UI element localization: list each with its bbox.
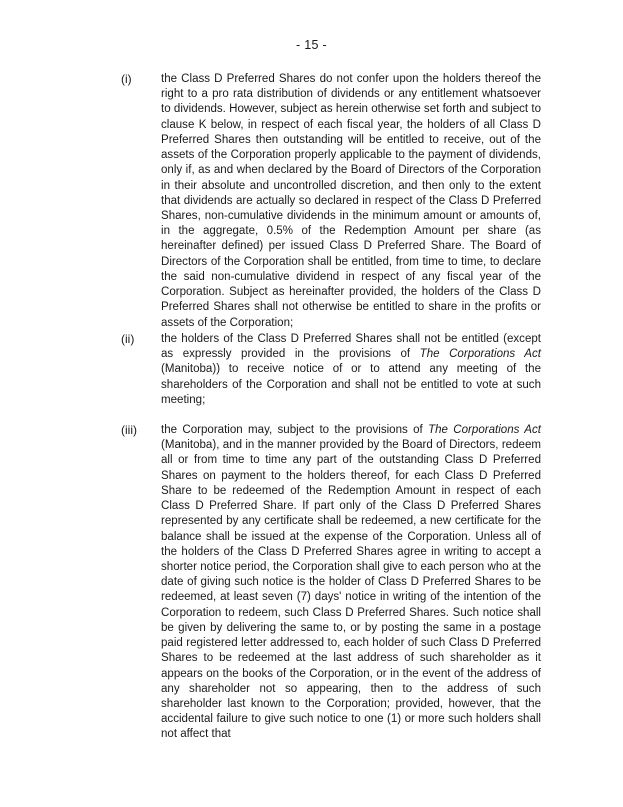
clause-text (161, 332, 541, 408)
clause-marker: (iii) (121, 423, 137, 437)
clause-marker: (ii) (121, 332, 135, 346)
clause-text: the Class D Preferred Shares do not confer upon the holders thereof the right to a pro rata distribution of dividends or any entitlement whatsoever to dividends. However, subject as herein otherwise set forth and subject to clause K below, in respect of each fiscal year, the holders of all Class D Preferred Shares then outstanding will be entitled to receive, out of the assets of the Corporation properly applicable to the payment of dividends, only if, as and when declared by the Board of Directors of the Corporation in their absolute and uncontrolled discretion, and then only to the extent that dividends are actually so declared in respect of the Class D Preferred Shares, non-cumulative dividends in the minimum amount or amounts of, in the aggregate, 0.5% of the Redemption Amount per share (as hereinafter defined) per issued Class D Preferred Share. The Board of Directors of the Corporation shall be entitled, from time to time, to declare the said non-cumulative dividend in respect of any fiscal year of the Corporation. Subject as hereinafter provided, the holders of the Class D Preferred Shares shall not otherwise be entitled to share in the profits or assets of the Corporation; (161, 73, 541, 329)
act-name: The Corporations Act (419, 348, 541, 361)
clause-text-after: (Manitoba)) to receive notice of or to attend any meeting of the shareholders of the Corporation and shall not be entitled to vote at such meeting; (161, 363, 541, 406)
act-name: The Corporations Act (428, 424, 541, 436)
clause-text-before: the Corporation may, subject to the provisions of (161, 424, 429, 436)
clause-text (161, 423, 541, 743)
clause-text-after: (Manitoba), and in the manner provided by the Board of Directors, redeem all or from time to time any part of the outstanding Class D Preferred Shares on payment to the holders thereof, for each Class D Preferred Share to be redeemed of the Redemption Amount in respect of each Class D Preferred Share. If part only of the Class D Preferred Shares represented by any certificate shall be redeemed, a new certificate for the balance shall be issued at the expense of the Corporation. Unless all of the holders of the Class D Preferred Shares agree in writing to accept a shorter notice period, the Corporation shall give to each person who at the date of giving such notice is the holder of Class D Preferred Shares to be redeemed, at least seven (7) days' notice in writing of the intention of the Corporation to redeem, such Class D Preferred Shares. Such notice shall be given by delivering the same to, or by posting the same in a postage paid registered letter addressed to, each holder of such Class D Preferred Shares to be redeemed at the last address of such shareholder as it appears on the books of the Corporation, or in the event of the address of any shareholder not so appearing, then to the address of such shareholder last known to the Corporation; provided, however, that the accidental failure to give such notice to one (1) or more such holders shall not affect that (161, 439, 541, 741)
clause-text-before: the holders of the Class D Preferred Shares shall not be entitled (except as expressly provided in the provisions of (161, 333, 541, 361)
page-number: - 15 - (296, 38, 327, 52)
clause-marker: (i) (121, 72, 132, 86)
